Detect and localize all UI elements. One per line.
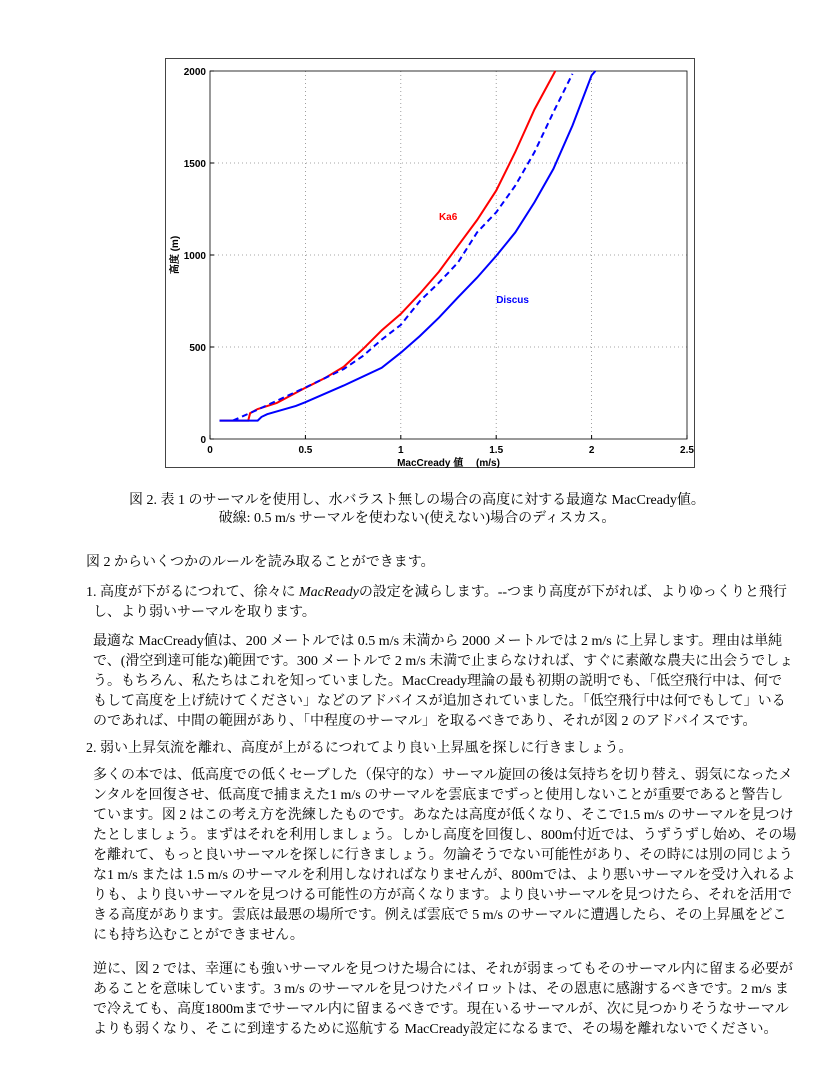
paragraph-line: たとしましょう。まずはそれを利用しましょう。しかし高度を回復し、800m付近では、うずうずし始め、その場 (93, 828, 797, 843)
paragraph-3 (93, 960, 793, 1040)
paragraph-line: で、(滑空到達可能な)範囲です。300 メートルで 2 m/s 未満で止まらなければ、すぐに素敵な農夫に出会うでしょ (93, 654, 794, 669)
y-axis-label: 高度 (m) (170, 235, 181, 275)
paragraph-line: 多くの本では、低高度での低くセーブした（保守的な）サーマル旋回の後は気持ちを切り替え、弱気になったメ (93, 768, 793, 783)
paragraph-line: きる高度があります。雲底は最悪の場所です。例えば雲底で 5 m/s のサーマルに遭遇したら、その上昇風をどこ (93, 908, 787, 923)
x-tick-label: 0.5 (298, 445, 313, 456)
figure-caption-line-1: 図 2. 表 1 のサーマルを使用し、水バラスト無しの場合の高度に対する最適な MacCready値。 (129, 493, 705, 508)
x-tick-label: 2 (588, 445, 595, 456)
y-tick-label: 1500 (183, 159, 206, 170)
paragraph-line: よりも弱くなり、そこに到達するために巡航する MacCready設定になるまで、その場を離れないでください。 (93, 1022, 778, 1037)
rule-1-line-1 (86, 584, 787, 602)
plot-area (210, 71, 687, 439)
y-tick-label: 0 (200, 435, 206, 446)
annotation-label: Discus (496, 294, 529, 306)
paragraph-line: ています。図 2 はこの考え方を洗練したものです。あなたは高度が低くなり、そこで1.5 m/s のサーマルを見つけ (93, 808, 794, 823)
paragraph-line: な1 m/s または 1.5 m/s のサーマルを利用しなければなりませんが、800mでは、より悪いサーマルを受け入れるよ (93, 868, 796, 883)
x-tick-label: 1 (398, 445, 404, 456)
annotation-label: Ka6 (438, 212, 458, 224)
paragraph-1 (93, 632, 793, 732)
paragraph-line: あることを意味しています。3 m/s のサーマルを見つけたパイロットは、その恩恵に感謝するべきです。2 m/s ま (93, 982, 789, 997)
paragraph-line: もして高度を上げ続けてください」などのアドバイスが追加されていました。「低空飛行中は何でもして」いる (93, 694, 786, 709)
paragraph-line: で冷えても、高度1800mまでサーマル内に留まるべきです。現在いるサーマルが、次に見つかりそうなサーマル (93, 1002, 789, 1017)
y-tick-label: 1000 (183, 251, 206, 262)
paragraph-line: ンタルを回復させ、低高度で捕まえた1 m/s のサーマルを雲底までずっと使用しないことが重要であると警告し (93, 788, 784, 803)
figure-caption-line-2: 破線: 0.5 m/s サーマルを使わない(使えない)場合のディスカス。 (218, 511, 616, 526)
paragraph-line: 逆に、図 2 では、幸運にも強いサーマルを見つけた場合には、それが弱まってもそのサーマル内に留まる必要が (93, 962, 793, 977)
rule-2-heading: 2. 弱い上昇気流を離れ、高度が上がるにつれてより良い上昇風を探しに行きましょう。 (86, 741, 633, 756)
rule-1-italic-term: MacReady (298, 585, 359, 600)
paragraph-line: う。もちろん、私たちはこれを知っていました。MacCready理論の最も初期の説明でも、「低空飛行中は、何で (93, 674, 783, 689)
x-tick-label: 1.5 (489, 445, 504, 456)
figure-2-chart (165, 58, 695, 468)
rule-1-text-b: の設定を減らします。--つまり高度が下がれば、よりゆっくりと飛行 (358, 585, 787, 600)
y-tick-label: 2000 (183, 67, 206, 78)
x-axis-label: MacCready 値 (m/s) (397, 458, 500, 469)
x-tick-label: 2.5 (680, 445, 694, 456)
rule-1-text-a: 1. 高度が下がるにつれて、徐々に (86, 585, 299, 600)
x-tick-label: 0 (207, 445, 213, 456)
paragraph-2 (93, 766, 797, 946)
y-tick-label: 500 (189, 343, 206, 354)
paragraph-line: を離れて、もっと良いサーマルを探しに行きましょう。勿論そうでない可能性があり、その時には別の同じよう (93, 848, 793, 863)
paragraph-line: 最適な MacCready値は、200 メートルでは 0.5 m/s 未満から 2000 メートルでは 2 m/s に上昇します。理由は単純 (93, 634, 783, 649)
paragraph-line: りも、より良いサーマルを見つける可能性の方が高くなります。より良いサーマルを見つけたら、それを活用で (93, 888, 792, 903)
rule-1-line-2: し、より弱いサーマルを取ります。 (93, 605, 316, 620)
paragraph-line: のであれば、中間の範囲があり、「中程度のサーマル」を取るべきであり、それが図 2 のアドバイスです。 (93, 714, 757, 729)
chart-svg (166, 59, 696, 469)
paragraph-line: にも持ち込むことができません。 (93, 928, 304, 943)
intro-text: 図 2 からいくつかのルールを読み取ることができます。 (86, 555, 435, 570)
